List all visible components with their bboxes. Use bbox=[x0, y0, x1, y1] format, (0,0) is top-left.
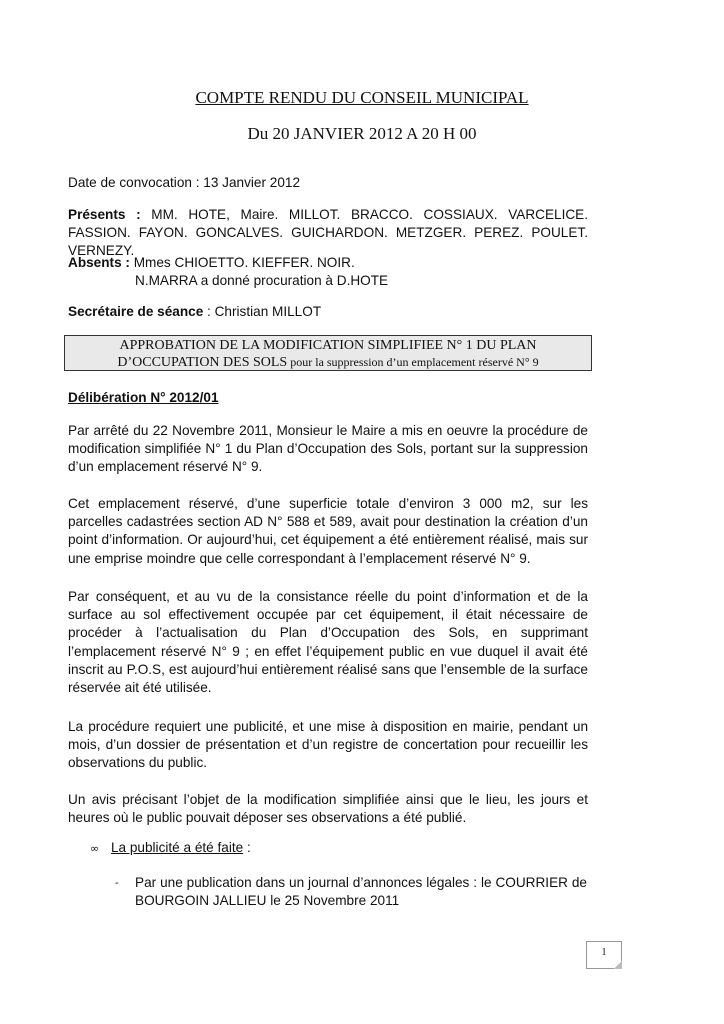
bullet-item bbox=[90, 839, 590, 858]
presents-text: MM. HOTE, Maire. MILLOT. BRACCO. COSSIAUX. VARCELICE. FASSION. FAYON. GONCALVES. GUICHARDON. METZGER. PEREZ. POULET. VERNEZY. bbox=[68, 207, 589, 259]
paragraph-1: Par arrêté du 22 Novembre 2011, Monsieur le Maire a mis en oeuvre la procédure de modification simplifiée N° 1 du Plan d’Occupation des Sols, portant sur la suppression d’un emplacement réservé N° 9. bbox=[68, 423, 588, 475]
infinity-bullet-icon: ∞ bbox=[90, 842, 100, 855]
page-number: 1 bbox=[601, 947, 607, 958]
bullet-label: La publicité a été faite bbox=[110, 840, 244, 855]
secretary-label: Secrétaire de séance bbox=[68, 304, 204, 319]
paragraph-4: La procédure requiert une publicité, et une mise à disposition en mairie, pendant un mois, d’un dossier de présentation et d’un registre de concertation pour recueillir les observations du public. bbox=[68, 719, 588, 771]
convocation-date: Date de convocation : 13 Janvier 2012 bbox=[68, 175, 301, 190]
page-number-box bbox=[586, 941, 622, 969]
section-title-line2 bbox=[65, 354, 591, 371]
deliberation-heading-text: Délibération N° 2012/01 bbox=[68, 390, 219, 405]
bullet-suffix: : bbox=[243, 840, 251, 855]
absents-line1: Mmes CHIOETTO. KIEFFER. NOIR. bbox=[133, 255, 355, 270]
absents-line2: N.MARRA a donné procuration à D.HOTE bbox=[135, 273, 389, 288]
page-fold-icon bbox=[614, 961, 622, 969]
document-subtitle: Du 20 JANVIER 2012 A 20 H 00 bbox=[247, 124, 477, 143]
paragraph-3: Par conséquent, et au vu de la consistance réelle du point d’information et de la surface au sol effectivement occupée par cet équipement, il était nécessaire de procéder à l’actualisation du Plan d’Occupation des Sols, en supprimant l’emplacement réservé N° 9 ; en effet l’équipement public en vue duquel il avait été inscrit au P.O.S, est aujourd’hui entièrement réalisé sans que l’ensemble de la surface réservée ait été utilisée. bbox=[68, 589, 588, 696]
secretary-block bbox=[68, 303, 588, 321]
document-title: COMPTE RENDU DU CONSEIL MUNICIPAL bbox=[195, 88, 529, 107]
paragraph-2: Cet emplacement réservé, d’une superficie totale d’environ 3 000 m2, sur les parcelles cadastrées section AD N° 588 et 589, avait pour destination la création d’un point d’information. Or aujourd’hui, cet équipement a été entièrement réalisé, mais sur une emprise moindre que celle correspondant à l’emplacement réservé N° 9. bbox=[68, 496, 588, 566]
section-title-line2-caps: D’OCCUPATION DES SOLS bbox=[117, 355, 288, 370]
presents-label: Présents : bbox=[68, 207, 141, 222]
secretary-name: : Christian MILLOT bbox=[203, 304, 322, 319]
presents-block bbox=[68, 206, 588, 261]
section-title-line1: APPROBATION DE LA MODIFICATION SIMPLIFIEE N° 1 DU PLAN bbox=[119, 338, 537, 353]
deliberation-heading bbox=[68, 389, 588, 407]
absents-block bbox=[68, 254, 588, 272]
paragraph-5: Un avis précisant l’objet de la modification simplifiée ainsi que le lieu, les jours et heures où le public pouvait déposer ses observations a été publié. bbox=[68, 792, 588, 826]
sub-item: Par une publication dans un journal d’annonces légales : le COURRIER de BOURGOIN JALLIEU le 25 Novembre 2011 bbox=[135, 875, 587, 909]
dash-bullet-icon: - bbox=[115, 877, 119, 889]
section-title-box bbox=[64, 335, 592, 371]
section-title-line2-small: pour la suppression d’un emplacement réservé N° 9 bbox=[287, 355, 539, 369]
absents-label: Absents : bbox=[68, 255, 130, 270]
